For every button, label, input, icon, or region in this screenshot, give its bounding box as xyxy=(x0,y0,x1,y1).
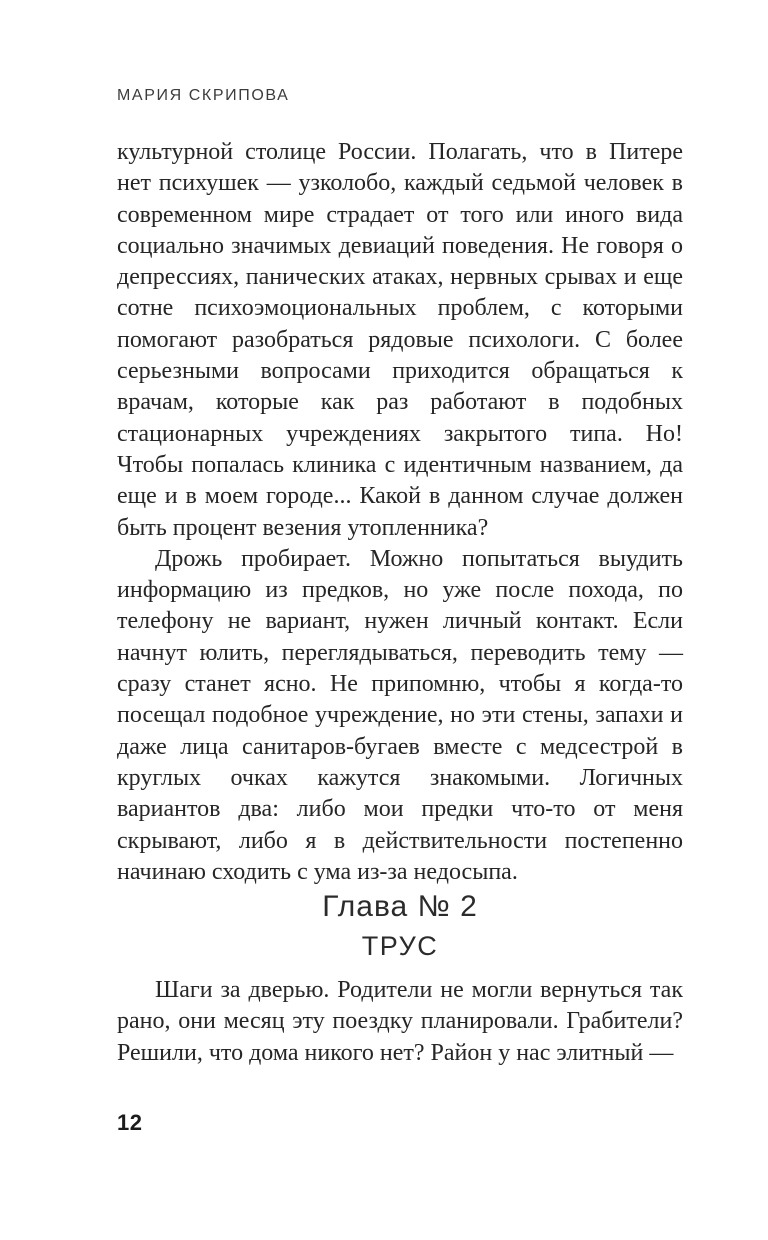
running-header: МАРИЯ СКРИПОВА xyxy=(117,87,290,104)
chapter-subtitle: ТРУС xyxy=(361,931,439,962)
body-paragraph: Дрожь пробирает. Можно попытаться выудить информацию из предков, но уже после похода, по телефону не вариант, нужен личный контакт. Если начнут юлить, переглядываться, переводить тему — сразу станет ясно. Не припомню, чтобы я когда-то посещал подобное учреждение, но эти стены, запахи и даже лица санитаров-бугаев вместе с медсестрой в круглых очках кажутся знакомыми. Логичных вариантов два: либо мои предки что-то от меня скрывают, либо я в действительности постепенно начинаю сходить с ума из-за недосыпа. xyxy=(117,545,683,885)
page-number: 12 xyxy=(117,1110,143,1135)
chapter-title: Глава № 2 xyxy=(322,890,478,924)
text-block xyxy=(117,137,683,1069)
body-paragraph: Шаги за дверью. Родители не могли вернуться так рано, они месяц эту поездку планировали. Грабители? Решили, что дома никого нет? Район у нас элитный — xyxy=(117,977,683,1066)
body-paragraph: культурной столице России. Полагать, что в Питере нет психушек — узколобо, каждый седьмой человек в современном мире страдает от того или иного вида социально значимых девиаций поведения. Не говоря о депрессиях, панических атаках, нервных срывах и еще сотне психоэмоциональных проблем, с которыми помогают разобраться рядовые психологи. С более серьезными вопросами приходится обращаться к врачам, которые как раз работают в подобных стационарных учреждениях закрытого типа. Но! Чтобы попалась клиника с идентичным названием, да еще и в моем городе... Какой в данном случае должен быть процент везения утопленника? xyxy=(117,139,683,541)
